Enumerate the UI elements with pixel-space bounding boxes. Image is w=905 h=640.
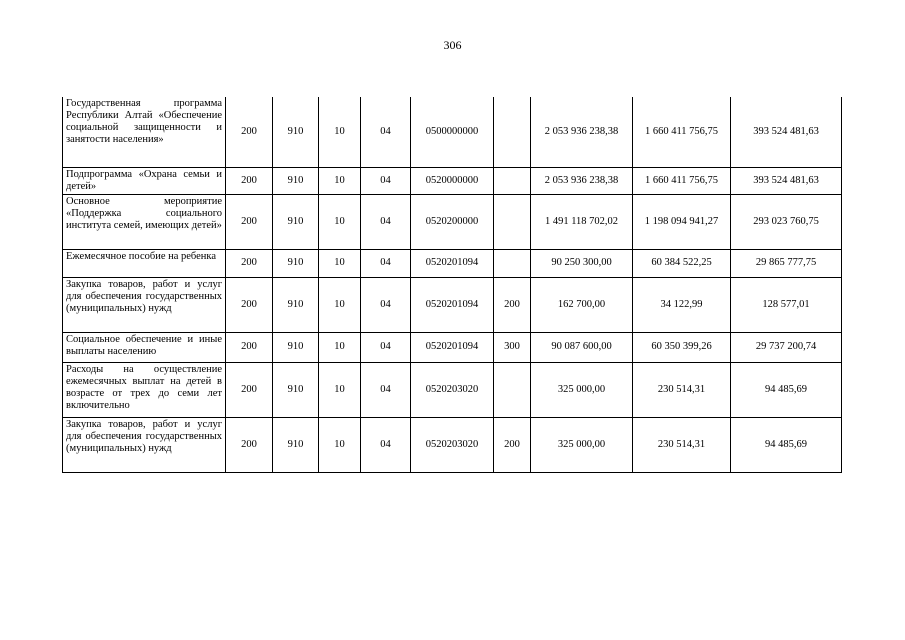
executed-amount: 34 122,99 — [633, 277, 731, 332]
row-name: Ежемесячное пособие на ребенка — [63, 249, 226, 277]
subsection-code: 04 — [361, 249, 411, 277]
expense-type-code: 200 — [494, 277, 531, 332]
admin-code: 200 — [226, 332, 273, 362]
target-code: 0520201094 — [411, 277, 494, 332]
expense-type-code — [494, 194, 531, 249]
target-code: 0520000000 — [411, 167, 494, 194]
expense-type-code — [494, 97, 531, 167]
admin-code: 200 — [226, 194, 273, 249]
subsection-code: 04 — [361, 167, 411, 194]
admin-code: 200 — [226, 277, 273, 332]
expense-type-code — [494, 249, 531, 277]
target-code: 0520201094 — [411, 249, 494, 277]
table-row — [63, 97, 842, 167]
section-code: 10 — [319, 277, 361, 332]
approved-amount: 2 053 936 238,38 — [531, 167, 633, 194]
row-name: Закупка товаров, работ и услуг для обеспечения государственных (муниципальных) нужд — [63, 417, 226, 472]
subsection-code: 04 — [361, 277, 411, 332]
ministry-code: 910 — [273, 362, 319, 417]
target-code: 0520200000 — [411, 194, 494, 249]
subsection-code: 04 — [361, 417, 411, 472]
row-name: Социальное обеспечение и иные выплаты населению — [63, 332, 226, 362]
ministry-code: 910 — [273, 417, 319, 472]
remaining-amount: 29 865 777,75 — [731, 249, 842, 277]
executed-amount: 230 514,31 — [633, 417, 731, 472]
subsection-code: 04 — [361, 332, 411, 362]
executed-amount: 60 350 399,26 — [633, 332, 731, 362]
target-code: 0500000000 — [411, 97, 494, 167]
section-code: 10 — [319, 362, 361, 417]
admin-code: 200 — [226, 167, 273, 194]
admin-code: 200 — [226, 249, 273, 277]
section-code: 10 — [319, 417, 361, 472]
section-code: 10 — [319, 332, 361, 362]
expense-type-code — [494, 362, 531, 417]
table-row — [63, 417, 842, 472]
page-number: 306 — [443, 38, 462, 52]
remaining-amount: 293 023 760,75 — [731, 194, 842, 249]
target-code: 0520203020 — [411, 417, 494, 472]
remaining-amount: 94 485,69 — [731, 417, 842, 472]
remaining-amount: 393 524 481,63 — [731, 167, 842, 194]
remaining-amount: 94 485,69 — [731, 362, 842, 417]
ministry-code: 910 — [273, 277, 319, 332]
approved-amount: 325 000,00 — [531, 362, 633, 417]
table-row — [63, 332, 842, 362]
row-name: Подпрограмма «Охрана семьи и детей» — [63, 167, 226, 194]
subsection-code: 04 — [361, 194, 411, 249]
ministry-code: 910 — [273, 249, 319, 277]
subsection-code: 04 — [361, 362, 411, 417]
admin-code: 200 — [226, 362, 273, 417]
row-name: Основное мероприятие «Поддержка социального института семей, имеющих детей» — [63, 194, 226, 249]
section-code: 10 — [319, 194, 361, 249]
executed-amount: 230 514,31 — [633, 362, 731, 417]
expense-type-code — [494, 167, 531, 194]
section-code: 10 — [319, 167, 361, 194]
approved-amount: 1 491 118 702,02 — [531, 194, 633, 249]
section-code: 10 — [319, 249, 361, 277]
executed-amount: 1 660 411 756,75 — [633, 167, 731, 194]
table-row — [63, 167, 842, 194]
remaining-amount: 393 524 481,63 — [731, 97, 842, 167]
table-row — [63, 249, 842, 277]
admin-code: 200 — [226, 417, 273, 472]
row-name: Расходы на осуществление ежемесячных выплат на детей в возрасте от трех до семи лет включительно — [63, 362, 226, 417]
table-row — [63, 277, 842, 332]
approved-amount: 90 250 300,00 — [531, 249, 633, 277]
table-row — [63, 194, 842, 249]
executed-amount: 1 198 094 941,27 — [633, 194, 731, 249]
executed-amount: 60 384 522,25 — [633, 249, 731, 277]
executed-amount: 1 660 411 756,75 — [633, 97, 731, 167]
approved-amount: 162 700,00 — [531, 277, 633, 332]
ministry-code: 910 — [273, 167, 319, 194]
expense-type-code: 200 — [494, 417, 531, 472]
admin-code: 200 — [226, 97, 273, 167]
target-code: 0520201094 — [411, 332, 494, 362]
row-name: Закупка товаров, работ и услуг для обеспечения государственных (муниципальных) нужд — [63, 277, 226, 332]
approved-amount: 90 087 600,00 — [531, 332, 633, 362]
section-code: 10 — [319, 97, 361, 167]
table-row — [63, 362, 842, 417]
approved-amount: 2 053 936 238,38 — [531, 97, 633, 167]
target-code: 0520203020 — [411, 362, 494, 417]
expense-type-code: 300 — [494, 332, 531, 362]
ministry-code: 910 — [273, 97, 319, 167]
remaining-amount: 29 737 200,74 — [731, 332, 842, 362]
subsection-code: 04 — [361, 97, 411, 167]
approved-amount: 325 000,00 — [531, 417, 633, 472]
ministry-code: 910 — [273, 332, 319, 362]
ministry-code: 910 — [273, 194, 319, 249]
budget-table — [62, 97, 842, 473]
remaining-amount: 128 577,01 — [731, 277, 842, 332]
row-name: Государственная программа Республики Алтай «Обеспечение социальной защищенности и занятости населения» — [63, 97, 226, 167]
